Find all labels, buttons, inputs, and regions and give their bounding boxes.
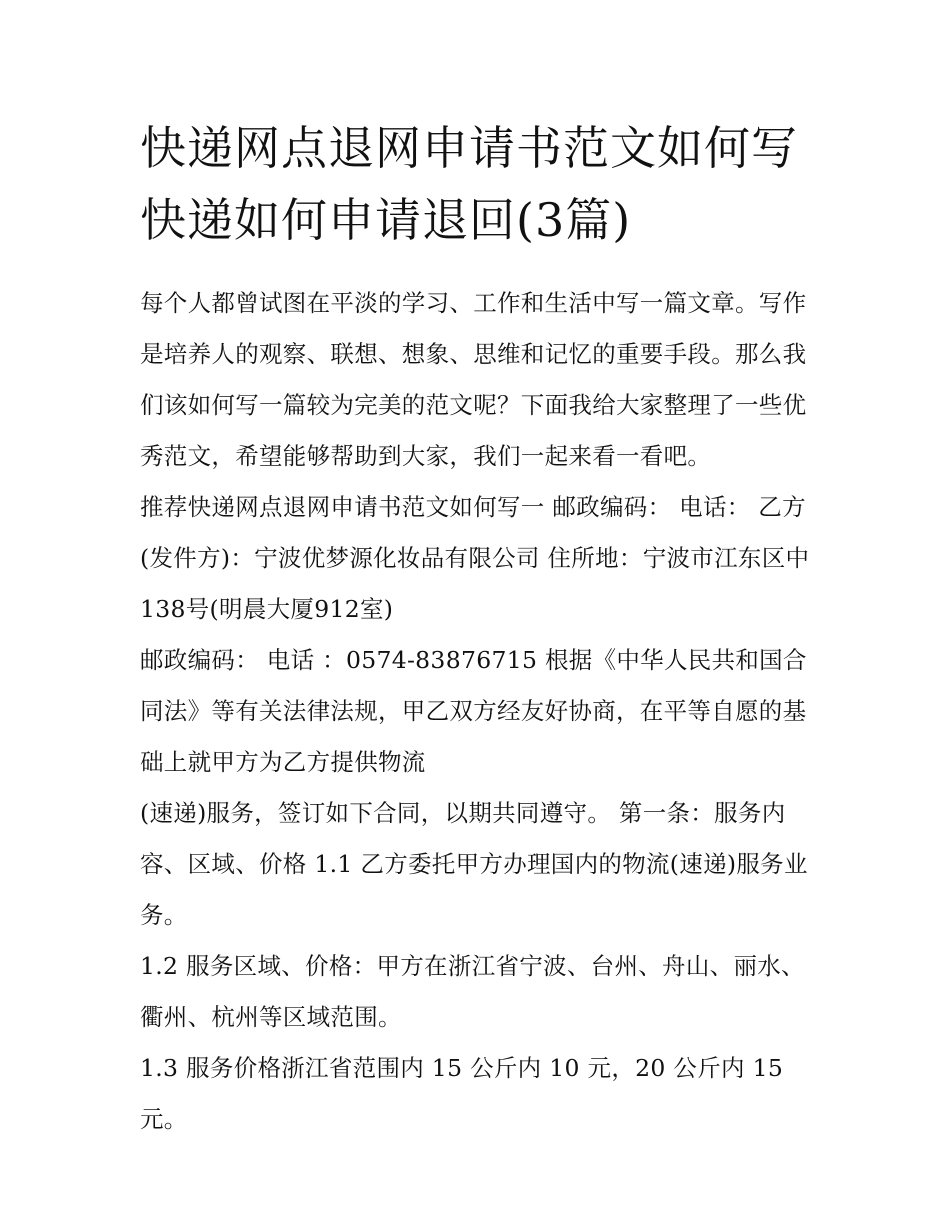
paragraph-service-price: 1.3 服务价格浙江省范围内 15 公斤内 10 元，20 公斤内 15 元。 bbox=[140, 1054, 784, 1133]
document-body bbox=[140, 112, 815, 1145]
paragraph-article-one: (速递)服务，签订如下合同，以期共同遵守。 第一条：服务内容、区域、价格 1.1 乙方委托甲方办理国内的物流(速递)服务业务。 bbox=[140, 799, 808, 929]
document-title: 快递网点退网申请书范文如何写 快递如何申请退回(3篇) bbox=[140, 121, 798, 247]
paragraph-party-info: 推荐快递网点退网申请书范文如何写一 邮政编码： 电话： 乙方(发件方)：宁波优梦源化妆品有限公司 住所地：宁波市江东区中138号(明晨大厦912室) bbox=[140, 493, 810, 623]
paragraph-intro: 每个人都曾试图在平淡的学习、工作和生活中写一篇文章。写作是培养人的观察、联想、想象、思维和记忆的重要手段。那么我们该如何写一篇较为完美的范文呢？下面我给大家整理了一些优秀范文，希望能够帮助到大家，我们一起来看一看吧。 bbox=[140, 289, 807, 470]
paragraph-service-area: 1.2 服务区域、价格：甲方在浙江省宁波、台州、舟山、丽水、衢州、杭州等区域范围。 bbox=[140, 952, 805, 1031]
paragraph-contract-basis: 邮政编码： 电话 ：0574-83876715 根据《中华人民共和国合同法》等有关法律法规，甲乙双方经友好协商，在平等自愿的基础上就甲方为乙方提供物流 bbox=[140, 646, 807, 776]
